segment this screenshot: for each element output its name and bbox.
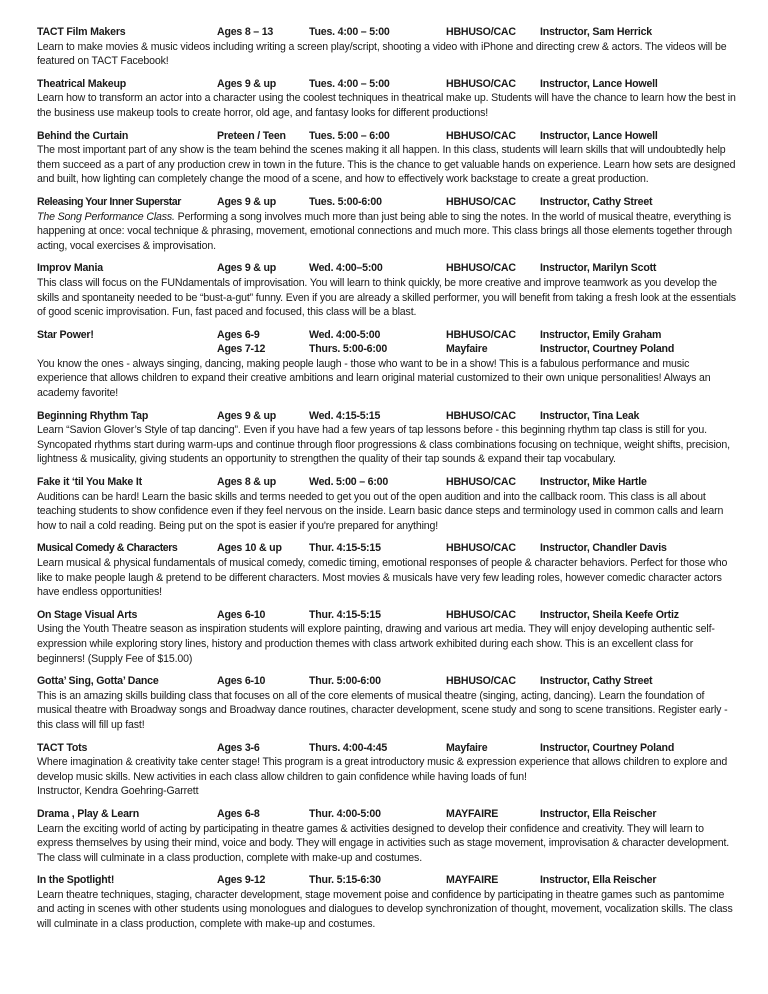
class-listing	[37, 77, 741, 121]
class-title: In the Spotlight!	[37, 874, 115, 887]
class-instructor: Instructor, Ella Reischer	[540, 874, 657, 887]
class-ages: Ages 9 & up	[217, 409, 277, 422]
class-description	[37, 888, 741, 932]
class-location: HBHUSO/CAC	[446, 328, 516, 341]
class-listing	[37, 541, 741, 599]
class-location: HBHUSO/CAC	[446, 77, 516, 90]
class-description	[37, 91, 741, 120]
class-location: Mayfaire	[446, 343, 488, 356]
class-location: HBHUSO/CAC	[446, 409, 516, 422]
class-location: HBHUSO/CAC	[446, 129, 516, 142]
class-listing	[37, 409, 741, 467]
class-instructor: Instructor, Cathy Street	[540, 195, 653, 208]
class-location: HBHUSO/CAC	[446, 675, 516, 688]
class-title: On Stage Visual Arts	[37, 608, 138, 621]
class-description-text: This is an amazing skills building class that focuses on all of the core elements of musical theatre (singing, acting, dancing). Learn the foundation of musical theatre with Broadway songs and Broadway dance routines, character development, scene study and song to scene transitions. Register early - this class will fill up fast!	[37, 689, 728, 731]
class-header-row	[37, 195, 741, 210]
class-listing	[37, 807, 741, 865]
class-instructor: Instructor, Emily Graham	[540, 328, 662, 341]
class-description-text: The most important part of any show is the team behind the scenes making it all happen. In this class, students will learn skills that will undoubtedly help them succeed as a part of any production crew in town in the future. This is the chance to get valuable hands on experience. Learn how sets are designed and built, how lighting can completely change the mood of a scene, and how to effectively work backstage to create a great production.	[37, 144, 736, 186]
class-title-spacer	[37, 342, 217, 357]
class-header-row	[37, 261, 741, 276]
class-time: Thur. 4:00-5:00	[309, 807, 381, 820]
class-listing	[37, 129, 741, 187]
class-ages: Ages 6-10	[217, 608, 266, 621]
class-time: Thurs. 4:00-4:45	[309, 741, 388, 754]
class-location: HBHUSO/CAC	[446, 608, 516, 621]
class-description	[37, 622, 741, 666]
class-ages: Preteen / Teen	[217, 129, 286, 142]
class-description	[37, 556, 741, 600]
class-ages: Ages 9 & up	[217, 195, 277, 208]
class-title: Star Power!	[37, 328, 94, 341]
class-header-row	[37, 674, 741, 689]
class-listing	[37, 261, 741, 319]
class-location: HBHUSO/CAC	[446, 542, 516, 555]
class-location: MAYFAIRE	[446, 874, 499, 887]
class-description	[37, 689, 741, 733]
class-instructor: Instructor, Cathy Street	[540, 675, 653, 688]
class-title: Drama , Play & Learn	[37, 807, 139, 820]
class-instructor: Instructor, Lance Howell	[540, 77, 658, 90]
class-title: TACT Film Makers	[37, 26, 126, 38]
class-description	[37, 210, 741, 254]
class-time: Wed. 4:00-5:00	[309, 328, 381, 341]
class-ages: Ages 9-12	[217, 874, 266, 887]
class-time: Tues. 5:00-6:00	[309, 195, 382, 208]
class-time: Thur. 4:15-5:15	[309, 542, 381, 555]
class-description-text: Learn musical & physical fundamentals of musical comedy, comedic timing, emotional responses of people & character behaviors. Perfect for those who like to make people laugh & pretend to be different characters. Most movies & musicals have very few leading roles, however comedic character actors have endless opportunities!	[37, 557, 728, 599]
class-description-text: Using the Youth Theatre season as inspiration students will explore painting, drawing and various art media. They will enjoy developing authentic self-expression while exploring story lines, history and production themes with class artwork exhibited during each show. This is an excellent class for beginners! (Supply Fee of $15.00)	[37, 623, 715, 665]
class-subtitle: The Song Performance Class.	[37, 210, 175, 223]
class-description-text: Learn theatre techniques, staging, character development, stage movement poise and confidence by participating in theatre games such as pantomime and acting in scenes with other students using monologues and dialogues to develop synchronization of thought, movement, vocalization skills. The class will culminate in a class production, complete with make-up and costumes.	[37, 888, 733, 931]
class-header-row	[37, 77, 741, 92]
class-ages: Ages 8 & up	[217, 476, 277, 489]
class-instructor: Instructor, Lance Howell	[540, 129, 658, 142]
class-title: Fake it ‘til You Make It	[37, 476, 142, 489]
class-time: Tues. 4:00 – 5:00	[309, 77, 390, 90]
class-instructor: Instructor, Sheila Keefe Ortiz	[540, 608, 679, 621]
class-title: Releasing Your Inner Superstar	[37, 195, 181, 208]
class-ages: Ages 6-9	[217, 328, 260, 341]
class-location: HBHUSO/CAC	[446, 195, 516, 208]
class-header-row	[37, 608, 741, 623]
class-header-row	[37, 873, 741, 888]
class-header-row	[37, 25, 741, 40]
class-description-text: Learn the exciting world of acting by participating in theatre games & activities designed to develop their confidence and creativity. They will learn to express themselves by using their mind, voice and body. They will engage in activities such as stage movement, improvisation & character development. The class will culminate in a class production, complete with make-up and costumes.	[37, 822, 730, 864]
class-header-row	[37, 741, 741, 756]
class-ages: Ages 3-6	[217, 741, 260, 754]
class-description-text: This class will focus on the FUNdamentals of improvisation. You will learn to think quickly, be more creative and improve teamwork as you develop the skills and spontaneity needed to be “bust-a-gut” funny. Even if you are already a skilled performer, you will benefit from taking a fresh look at the essentials of good scenic improvisation. Fun, fast paced and focused, this class will be a blast.	[37, 276, 736, 319]
class-location: HBHUSO/CAC	[446, 262, 516, 275]
class-time: Tues. 5:00 – 6:00	[309, 129, 390, 142]
class-time: Tues. 4:00 – 5:00	[309, 26, 390, 38]
class-title: Theatrical Makeup	[37, 77, 127, 90]
class-listing	[37, 608, 741, 666]
class-note: Instructor, Kendra Goehring-Garrett	[37, 785, 199, 798]
class-listing	[37, 328, 741, 401]
class-instructor: Instructor, Courtney Poland	[540, 741, 675, 754]
class-location: HBHUSO/CAC	[446, 476, 516, 489]
class-description	[37, 822, 741, 866]
class-header-row	[37, 409, 741, 424]
class-header-row	[37, 328, 741, 343]
class-header-row	[37, 541, 741, 556]
class-listing	[37, 25, 741, 69]
class-instructor: Instructor, Ella Reischer	[540, 807, 657, 820]
class-header-row	[37, 129, 741, 144]
class-description-text: Learn “Savion Glover’s Style of tap dancing”. Even if you have had a few years of tap lessons before - this beginning rhythm tap class is still for you. Syncopated rhythms start during warm-ups and continue through floor progressions & class combinations focusing on technique, weight shifts, precision, lightness & musicality, giving students an opportunity to strengthen the quality of their tap sounds & expand their tap vocabulary.	[37, 424, 730, 466]
class-ages: Ages 9 & up	[217, 77, 277, 90]
class-ages: Ages 7-12	[217, 343, 266, 356]
class-description-text: Performing a song involves much more than just being able to sing the notes. In the world of musical theatre, everything is happening at once: vocal technique & phrasing, movement, emotional connections and much more. This class brings all those elements together through acting, vocal exercises & improvisation.	[37, 210, 733, 252]
class-instructor: Instructor, Mike Hartle	[540, 476, 647, 489]
class-ages: Ages 6-8	[217, 807, 260, 820]
class-time: Wed. 4:15-5:15	[309, 409, 381, 422]
class-listing	[37, 741, 741, 799]
class-description-text: Auditions can be hard! Learn the basic skills and terms needed to get you out of the open audition and into the callback room. This class is all about teaching students to show confidence even if they feel nervous on the inside. Learn basic dance steps and terminology used in common calls and learn how to nail a cold reading. Being put on the spot is easier if you're prepared for anything!	[37, 490, 724, 532]
class-description	[37, 490, 741, 534]
class-ages: Ages 8 – 13	[217, 26, 274, 38]
class-header-row	[37, 342, 741, 357]
class-title: Beginning Rhythm Tap	[37, 409, 149, 422]
class-description-text: Learn to make movies & music videos including writing a screen play/script, shooting a video with iPhone and directing crew & actors. The videos will be featured on TACT Facebook!	[37, 40, 727, 68]
class-description	[37, 755, 741, 784]
class-description-text: Where imagination & creativity take center stage! This program is a great introductory music & expression experience that allows children to explore and develop music skills. New activities in each class allow children to gain confidence while having loads of fun!	[37, 756, 728, 783]
class-ages: Ages 6-10	[217, 675, 266, 688]
class-description-text: Learn how to transform an actor into a character using the coolest techniques in theatrical make up. Students will have the chance to learn how the best in the business use makeup tools to create horror, old age, and fantasy looks for different productions!	[37, 92, 736, 119]
class-header-row	[37, 475, 741, 490]
class-time: Wed. 4:00–5:00	[309, 262, 383, 275]
class-listing	[37, 873, 741, 931]
class-description	[37, 143, 741, 187]
class-ages: Ages 9 & up	[217, 262, 277, 275]
class-title: Behind the Curtain	[37, 129, 129, 142]
class-time: Thur. 5:00-6:00	[309, 675, 381, 688]
class-listing	[37, 195, 741, 253]
class-time: Thur. 5:15-6:30	[309, 874, 381, 887]
class-description	[37, 40, 741, 69]
class-location: Mayfaire	[446, 741, 488, 754]
class-description	[37, 357, 741, 401]
class-description	[37, 423, 741, 467]
class-instructor: Instructor, Tina Leak	[540, 409, 640, 422]
class-time: Thurs. 5:00-6:00	[309, 343, 388, 356]
class-title: Improv Mania	[37, 262, 103, 275]
class-instructor: Instructor, Marilyn Scott	[540, 262, 657, 275]
class-time: Thur. 4:15-5:15	[309, 608, 381, 621]
class-title: TACT Tots	[37, 741, 88, 754]
class-instructor: Instructor, Chandler Davis	[540, 542, 667, 555]
class-title: Gotta’ Sing, Gotta’ Dance	[37, 675, 159, 688]
class-header-row	[37, 807, 741, 822]
class-location: HBHUSO/CAC	[446, 26, 516, 38]
class-instructor: Instructor, Sam Herrick	[540, 26, 652, 38]
class-location: MAYFAIRE	[446, 807, 499, 820]
class-listing	[37, 674, 741, 732]
class-description-text: You know the ones - always singing, dancing, making people laugh - those who want to be in a show! This is a fabulous performance and music experience that allows children to expand their creative ambitions and learn original material customized to their own unique personalities! Always an academy favorite!	[37, 357, 711, 400]
class-description	[37, 276, 741, 320]
class-title: Musical Comedy & Characters	[37, 542, 178, 555]
class-time: Wed. 5:00 – 6:00	[309, 476, 389, 489]
class-listing	[37, 475, 741, 533]
class-ages: Ages 10 & up	[217, 542, 282, 555]
class-instructor: Instructor, Courtney Poland	[540, 343, 675, 356]
